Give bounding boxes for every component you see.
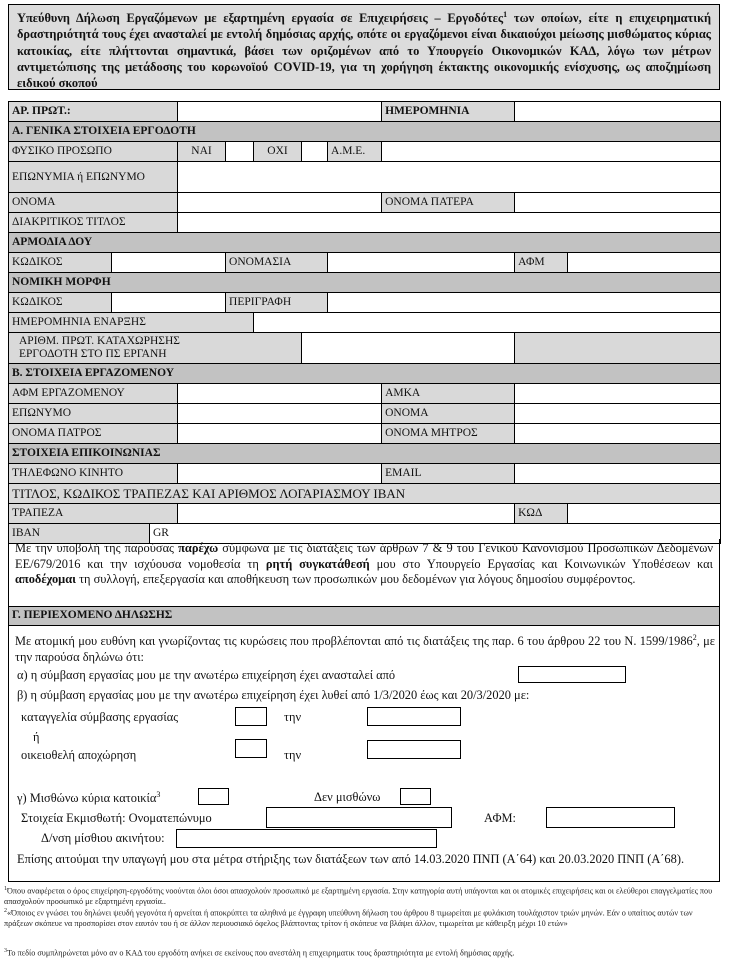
bank-field[interactable] — [178, 504, 515, 524]
amka-label: ΑΜΚΑ — [382, 384, 515, 404]
legal-code-field[interactable] — [112, 293, 226, 313]
employer-father-field[interactable] — [515, 193, 721, 213]
consent-text-2: σύμφωνα με τις διατάξεις των άρθρων 7 & 9 του Γενικού Κανονισμού Προσωπικών Δεδομένων ΕΕ/679/2016 και την ισχύουσα νομοθεσία τη — [15, 541, 713, 571]
iban-field[interactable]: GR — [150, 524, 721, 544]
yes-checkbox[interactable] — [226, 142, 254, 162]
doy-code-field[interactable] — [112, 253, 226, 273]
legal-description-label: ΠΕΡΙΓΡΑΦΗ — [226, 293, 328, 313]
consent-bold-explicit: ρητή συγκατάθεσή — [265, 556, 370, 571]
header-description: των οποίων, είτε η επιχειρηματική δραστηριότητά τους έχει ανασταλεί με εντολή δημόσιας αρχής, οπότε οι εργαζόμενοι είναι δικαιούχοι μείωσης μισθώματος κύριας κατοικίας, είτε πλήττονται σημαντικά, βάσει των οριζομένων από το Υπουργείο Οικονομικών ΚΑΔ, λόγω των μέτρων αντιμετώπισης της μετάδοσης του κορωνοϊού COVID-19, για τη χορήγηση έκτακτης οικονομικής ενίσχυσης, ως αποζημίωση ειδικού σκοπού — [17, 11, 711, 90]
yes-label: ΝΑΙ — [178, 142, 226, 162]
termination-checkbox[interactable] — [235, 707, 267, 726]
termination-on-label: την — [284, 710, 302, 724]
intro-text: Με ατομική μου ευθύνη και γνωρίζοντας τις κυρώσεις που προβλέπονται από τις διατάξεις της παρ. 6 του άρθρου 22 του Ν. 1599/1986 — [15, 634, 693, 649]
doy-title: ΑΡΜΟΔΙΑ ΔΟΥ — [9, 233, 721, 253]
company-name-label: ΕΠΩΝΥΜΙΑ ή ΕΠΩΝΥΜΟ — [9, 162, 178, 193]
trade-title-field[interactable] — [178, 213, 721, 233]
email-label: EMAIL — [382, 464, 515, 484]
option-a-text: α) η σύμβαση εργασίας μου με την ανωτέρω επιχείρηση έχει ανασταλεί από — [17, 668, 396, 682]
employee-name-field[interactable] — [515, 404, 721, 424]
termination-date-field[interactable] — [367, 707, 461, 726]
start-date-field[interactable] — [254, 313, 721, 333]
footnote-3-number: 3 — [4, 948, 7, 954]
date-label: ΗΜΕΡΟΜΗΝΙΑ — [382, 102, 515, 122]
footnote-3 — [4, 946, 722, 959]
form-table — [8, 101, 721, 544]
doy-afm-field[interactable] — [568, 253, 721, 273]
address-label: Δ/νση μίσθιου ακινήτου: — [41, 831, 165, 845]
contact-title: ΣΤΟΙΧΕΙΑ ΕΠΙΚΟΙΝΩΝΙΑΣ — [9, 444, 721, 464]
footnote-2 — [4, 906, 722, 929]
suspension-date-field[interactable] — [518, 666, 626, 683]
declaration-content — [8, 626, 720, 882]
landlord-afm-field[interactable] — [546, 807, 675, 828]
employer-name-label: ΟΝΟΜΑ — [9, 193, 178, 213]
footnote-1-number: 1 — [4, 886, 7, 892]
natural-person-label: ΦΥΣΙΚΟ ΠΡΟΣΩΠΟ — [9, 142, 178, 162]
employee-mother-field[interactable] — [515, 424, 721, 444]
resignation-label: οικειοθελή αποχώρηση — [21, 748, 137, 762]
ame-label: Α.Μ.Ε. — [328, 142, 382, 162]
footnote-ref-1: 1 — [503, 10, 508, 19]
employee-father-field[interactable] — [178, 424, 382, 444]
footnote-ref-3: 3 — [156, 790, 161, 799]
company-name-field[interactable] — [178, 162, 721, 193]
declaration-intro — [15, 630, 715, 665]
rent-label: γ) Μισθώνω κύρια κατοικία — [17, 791, 157, 806]
ergani-field[interactable] — [302, 333, 515, 364]
ar-prot-field[interactable] — [178, 102, 382, 122]
resignation-date-field[interactable] — [367, 740, 461, 759]
ergani-label-line2: ΕΡΓΟΔΟΤΗ ΣΤΟ ΠΣ ΕΡΓΑΝΗ — [19, 348, 167, 360]
email-field[interactable] — [515, 464, 721, 484]
resignation-on-label: την — [284, 748, 302, 762]
date-field[interactable] — [515, 102, 721, 122]
landlord-afm-label: ΑΦΜ: — [484, 811, 516, 825]
or-label: ή — [33, 730, 40, 744]
termination-label: καταγγελία σύμβασης εργασίας — [21, 710, 179, 724]
legal-description-field[interactable] — [328, 293, 721, 313]
section-a-title: Α. ΓΕΝΙΚΑ ΣΤΟΙΧΕΙΑ ΕΡΓΟΔΟΤΗ — [9, 122, 721, 142]
phone-field[interactable] — [178, 464, 382, 484]
employee-afm-field[interactable] — [178, 384, 382, 404]
consent-bold-provide: παρέχω — [178, 541, 219, 555]
support-request-text: Επίσης αιτούμαι την υπαγωγή μου στα μέτρα στήριξης των διατάξεων των από 14.03.2020 ΠΝΠ (Α΄64) και 20.03.2020 ΠΝΠ (Α΄68). — [17, 852, 685, 866]
ar-prot-label: ΑΡ. ΠΡΩΤ.: — [9, 102, 178, 122]
footnote-2-text: «Όποιος εν γνώσει του δηλώνει ψευδή γεγονότα ή αρνείται ή αποκρύπτει τα αληθινά με έγγραφη υπεύθυνη δήλωση του άρθρου 8 τιμωρείται με φυλάκιση τουλάχιστον τριών μηνών. Εάν ο υπαίτιος αυτών των πράξεων σκόπευε να προσπορίσει στον εαυτόν του ή σε άλλον περιουσιακό όφελος βλάπτοντας τρίτον ή σκόπευε να βλάψει άλλον, τιμωρείται με κάθειρξη μέχρι 10 ετών» — [4, 908, 693, 928]
consent-text-4: τη συλλογή, επεξεργασία και αποθήκευση των προσωπικών μου δεδομένων για λόγους δημοσίου συμφέροντος. — [75, 572, 636, 586]
consent-text-1: Με την υποβολή της παρούσας — [15, 541, 179, 555]
employer-name-field[interactable] — [178, 193, 382, 213]
footnote-ref-2: 2 — [692, 633, 697, 642]
doy-afm-label: ΑΦΜ — [515, 253, 568, 273]
no-label: ΟΧΙ — [254, 142, 302, 162]
consent-paragraph — [8, 539, 720, 607]
footnote-1 — [4, 884, 722, 907]
address-field[interactable] — [176, 829, 437, 848]
option-c-text — [17, 790, 160, 806]
bank-label: ΤΡΑΠΕΖΑ — [9, 504, 178, 524]
employee-surname-field[interactable] — [178, 404, 382, 424]
employee-mother-label: ΟΝΟΜΑ ΜΗΤΡΟΣ — [382, 424, 515, 444]
ergani-label — [9, 333, 302, 364]
header-title: Υπεύθυνη Δήλωση Εργαζόμενων με εξαρτημένη εργασία σε Επιχειρήσεις – Εργοδότες — [17, 11, 504, 26]
doy-name-label: ΟΝΟΜΑΣΙΑ — [226, 253, 328, 273]
footnote-3-text: Το πεδίο συμπληρώνεται μόνο αν ο ΚΑΔ του εργοδότη ανήκει σε εκείνους που ανεστάλη η επιχειρηματικ τους δραστηριότητα με εντολή δημόσιας αρχής. — [7, 948, 515, 958]
employee-name-label: ΟΝΟΜΑ — [382, 404, 515, 424]
landlord-label: Στοιχεία Εκμισθωτή: Ονοματεπώνυμο — [21, 811, 212, 825]
consent-bold-accept: αποδέχομαι — [15, 572, 76, 586]
employer-father-label: ΟΝΟΜΑ ΠΑΤΕΡΑ — [382, 193, 515, 213]
not-rent-label: Δεν μισθώνω — [314, 790, 381, 804]
ame-field[interactable] — [382, 142, 721, 162]
ergani-blank — [515, 333, 721, 364]
employee-surname-label: ΕΠΩΝΥΜΟ — [9, 404, 178, 424]
not-rent-checkbox[interactable] — [400, 788, 431, 805]
employee-father-label: ΟΝΟΜΑ ΠΑΤΡΟΣ — [9, 424, 178, 444]
amka-field[interactable] — [515, 384, 721, 404]
doy-code-label: ΚΩΔΙΚΟΣ — [9, 253, 112, 273]
section-b-title: Β. ΣΤΟΙΧΕΙΑ ΕΡΓΑΖΟΜΕΝΟΥ — [9, 364, 721, 384]
trade-title-label: ΔΙΑΚΡΙΤΙΚΟΣ ΤΙΤΛΟΣ — [9, 213, 178, 233]
footnote-2-number: 2 — [4, 908, 7, 914]
footnote-1-text: Όπου αναφέρεται ο όρος επιχείρηση-εργοδότης νοούνται όλοι όσοι απασχολούν προσωπικό με εξαρτημένη εργασία. Στην κατηγορία αυτή υπάγονται και οι ατομικές επιχειρήσεις και οι ελεύθεροι επαγγελματίες που απασχολούν προσωπικό με εξαρτημένη εργασία.. — [4, 886, 713, 906]
iban-label: IBAN — [9, 524, 150, 544]
landlord-name-field[interactable] — [266, 807, 452, 828]
employee-afm-label: ΑΦΜ ΕΡΓΑΖΟΜΕΝΟΥ — [9, 384, 178, 404]
no-checkbox[interactable] — [302, 142, 328, 162]
bank-code-field[interactable] — [568, 504, 721, 524]
resignation-checkbox[interactable] — [235, 739, 267, 758]
rent-checkbox[interactable] — [198, 788, 229, 805]
phone-label: ΤΗΛΕΦΩΝΟ ΚΙΝΗΤΟ — [9, 464, 178, 484]
section-c-title: Γ. ΠΕΡΙΕΧΟΜΕΝΟ ΔΗΛΩΣΗΣ — [8, 607, 720, 626]
option-b-text: β) η σύμβαση εργασίας μου με την ανωτέρω επιχείρηση έχει λυθεί από 1/3/2020 έως και 20/3/2020 με: — [17, 688, 530, 702]
consent-text-3: μου στο Υπουργείο Εργασίας και Κοινωνικών Υποθέσεων και — [369, 556, 713, 571]
intro-text-end: , με την παρούσα δηλώνω ότι: — [15, 634, 715, 664]
ergani-label-line1: ΑΡΙΘΜ. ΠΡΩΤ. ΚΑΤΑΧΩΡΗΣΗΣ — [19, 335, 180, 347]
start-date-label: ΗΜΕΡΟΜΗΝΙΑ ΕΝΑΡΞΗΣ — [9, 313, 254, 333]
doy-name-field[interactable] — [328, 253, 515, 273]
bank-code-label: ΚΩΔ — [515, 504, 568, 524]
form-header — [8, 4, 720, 90]
legal-code-label: ΚΩΔΙΚΟΣ — [9, 293, 112, 313]
legal-form-title: ΝΟΜΙΚΗ ΜΟΡΦΗ — [9, 273, 721, 293]
bank-title: ΤΙΤΛΟΣ, ΚΩΔΙΚΟΣ ΤΡΑΠΕΖΑΣ ΚΑΙ ΑΡΙΘΜΟΣ ΛΟΓΑΡΙΑΣΜΟΥ IBAN — [9, 484, 721, 504]
